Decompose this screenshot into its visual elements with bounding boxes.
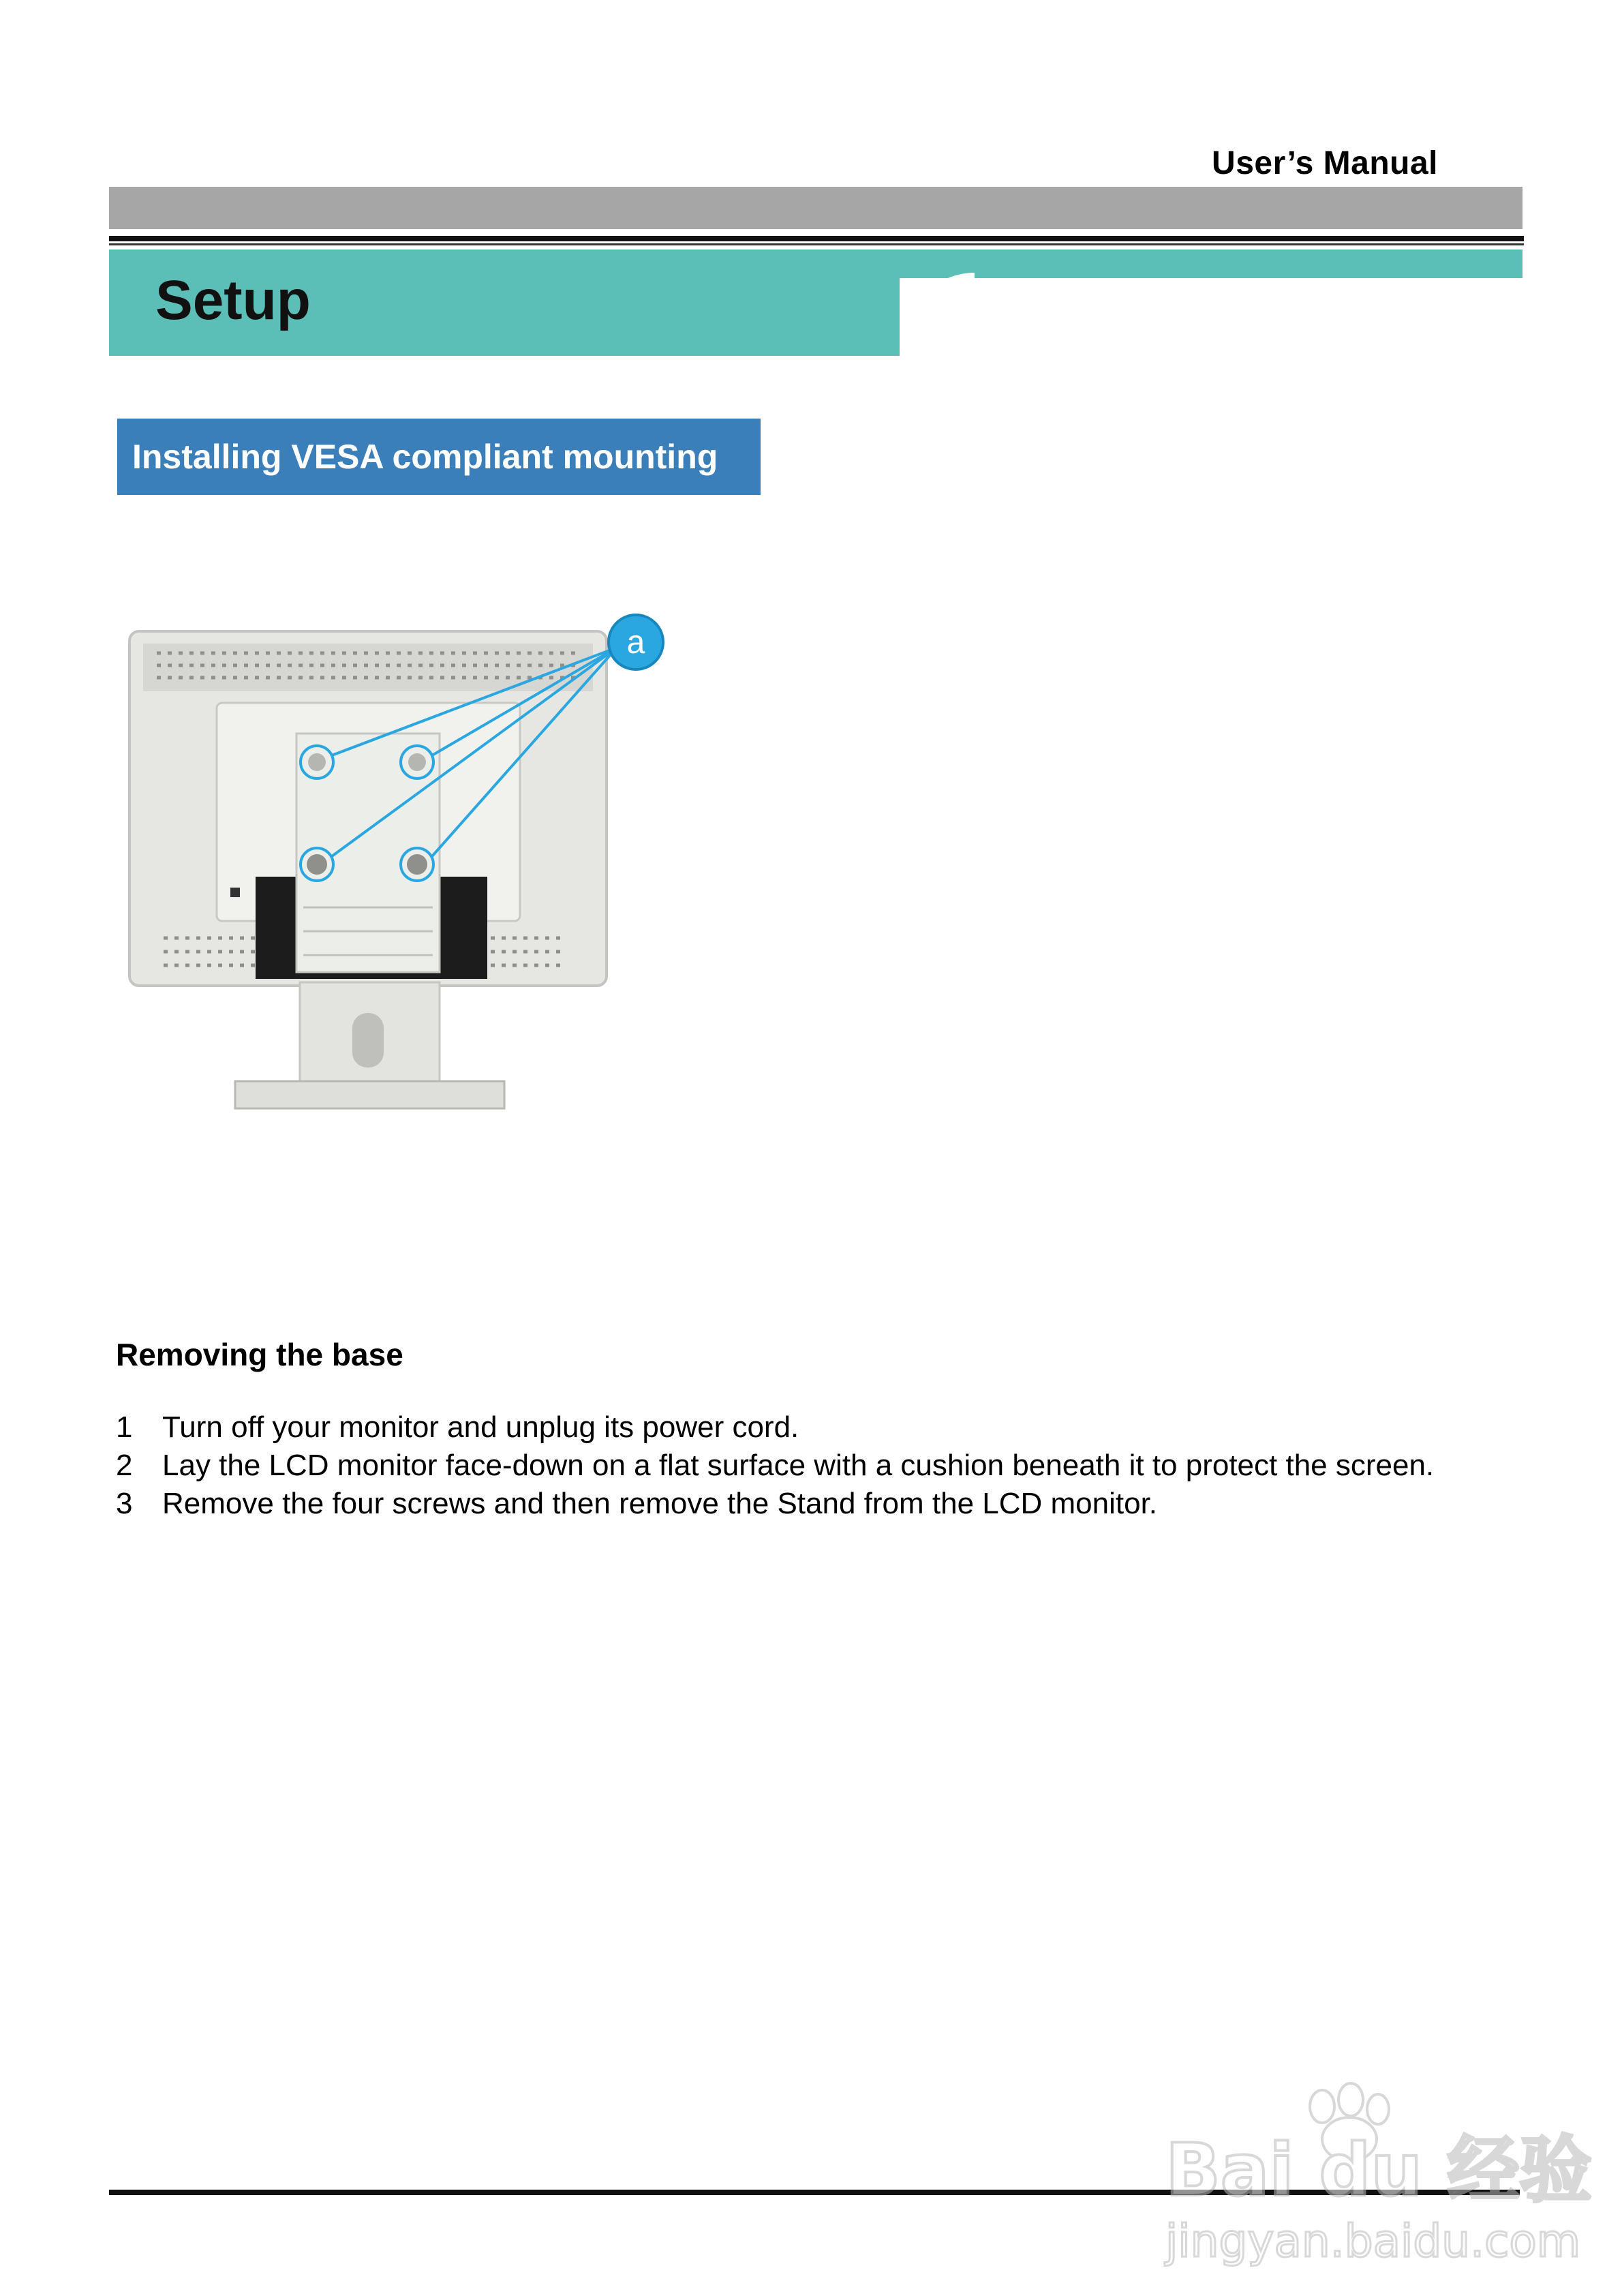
callout-badge [609,615,663,669]
subsection-title: Installing VESA compliant mounting [117,419,761,495]
watermark-line2: jingyan.baidu.com [1165,2215,1581,2267]
step-text: Lay the LCD monitor face-down on a flat surface with a cushion beneath it to protect the screen. [162,1449,1435,1482]
header-rule [109,236,1524,241]
steps-heading: Removing the base [116,1337,403,1372]
header-rule-thin [109,243,1524,245]
step-item [116,1485,1434,1523]
baidu-watermark [1152,2066,1592,2270]
step-number: 1 [116,1410,133,1444]
header-gray-band [109,187,1522,229]
section-banner-curve [900,273,975,356]
step-item [116,1447,1434,1485]
section-title: Setup [155,269,311,331]
callout-label: a [626,624,645,661]
steps-list [116,1408,1434,1523]
monitor-rear-illustration [123,611,682,1170]
step-item [116,1408,1434,1447]
step-text: Remove the four screws and then remove the Stand from the LCD monitor. [162,1487,1158,1520]
step-text: Turn off your monitor and unplug its power cord. [162,1410,799,1444]
section-banner-strip [900,250,1522,278]
step-number: 2 [116,1449,133,1482]
watermark-line1: Bai du 经验 [1165,2128,1592,2212]
manual-header-label: User’s Manual [1212,145,1438,181]
step-number: 3 [116,1487,133,1520]
